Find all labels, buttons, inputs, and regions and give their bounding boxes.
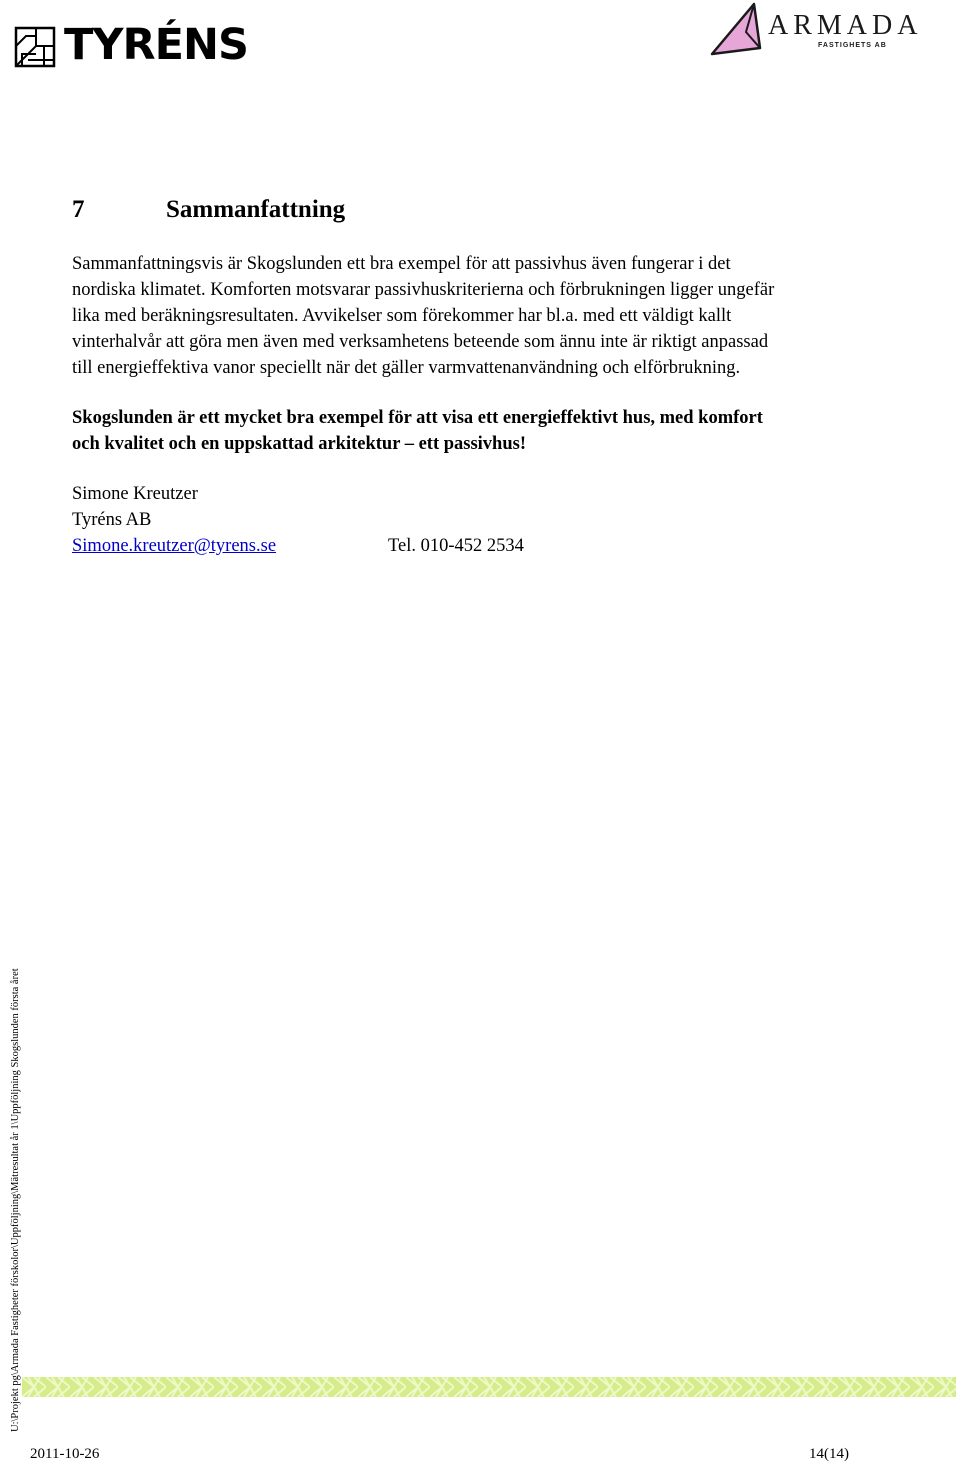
author-name: Simone Kreutzer [72,484,198,504]
contact-line [72,533,524,559]
tyrens-wordmark: TYRÉNS [64,20,248,70]
signature-block [72,481,524,559]
paragraph-line: och kvalitet och en uppskattad arkitektur – ett passivhus! [72,434,526,454]
tyrens-cube-icon [14,26,56,68]
armada-wordmark: ARMADA [768,10,923,41]
paragraph-line: till energieffektiva vanor speciellt när det gäller varmvattenanvändning och elförbrukning. [72,358,741,378]
section-number: 7 [72,196,85,223]
paragraph-line: Skogslunden är ett mycket bra exempel för att visa ett energieffektivt hus, med komfort [72,408,763,428]
paragraph-line: lika med beräkningsresultaten. Avvikelser som förekommer har bl.a. med ett väldigt kallt [72,306,732,326]
email-link[interactable]: Simone.kreutzer@tyrens.se [72,536,277,556]
phone-number: Tel. 010-452 2534 [388,536,524,556]
conclusion-paragraph [72,405,902,457]
footer-date: 2011-10-26 [30,1446,100,1462]
tyrens-logo [14,22,250,72]
summary-paragraph [72,251,902,381]
armada-logo [706,2,932,60]
footer-page-number: 14(14) [809,1446,849,1462]
armada-sail-icon [706,2,768,60]
footer-pattern-band [22,1377,956,1397]
paragraph-line: Sammanfattningsvis är Skogslunden ett bra exempel för att passivhus även fungerar i det [72,254,731,274]
paragraph-line: vinterhalvår att göra men även med verksamhetens beteende som ännu inte är riktigt anpassad [72,332,769,352]
section-heading [72,194,345,226]
section-title: Sammanfattning [166,196,346,223]
author-company: Tyréns AB [72,510,152,530]
file-path-label: U:\Projekt pg\Armada Fastigheter förskolor\Uppföljning\Mätresultat år 1\Uppföljning Skogslunden första året [10,968,21,1432]
paragraph-line: nordiska klimatet. Komforten motsvarar passivhuskriterierna och förbrukningen ligger ungefär [72,280,775,300]
armada-subtitle: FASTIGHETS AB [818,42,887,49]
